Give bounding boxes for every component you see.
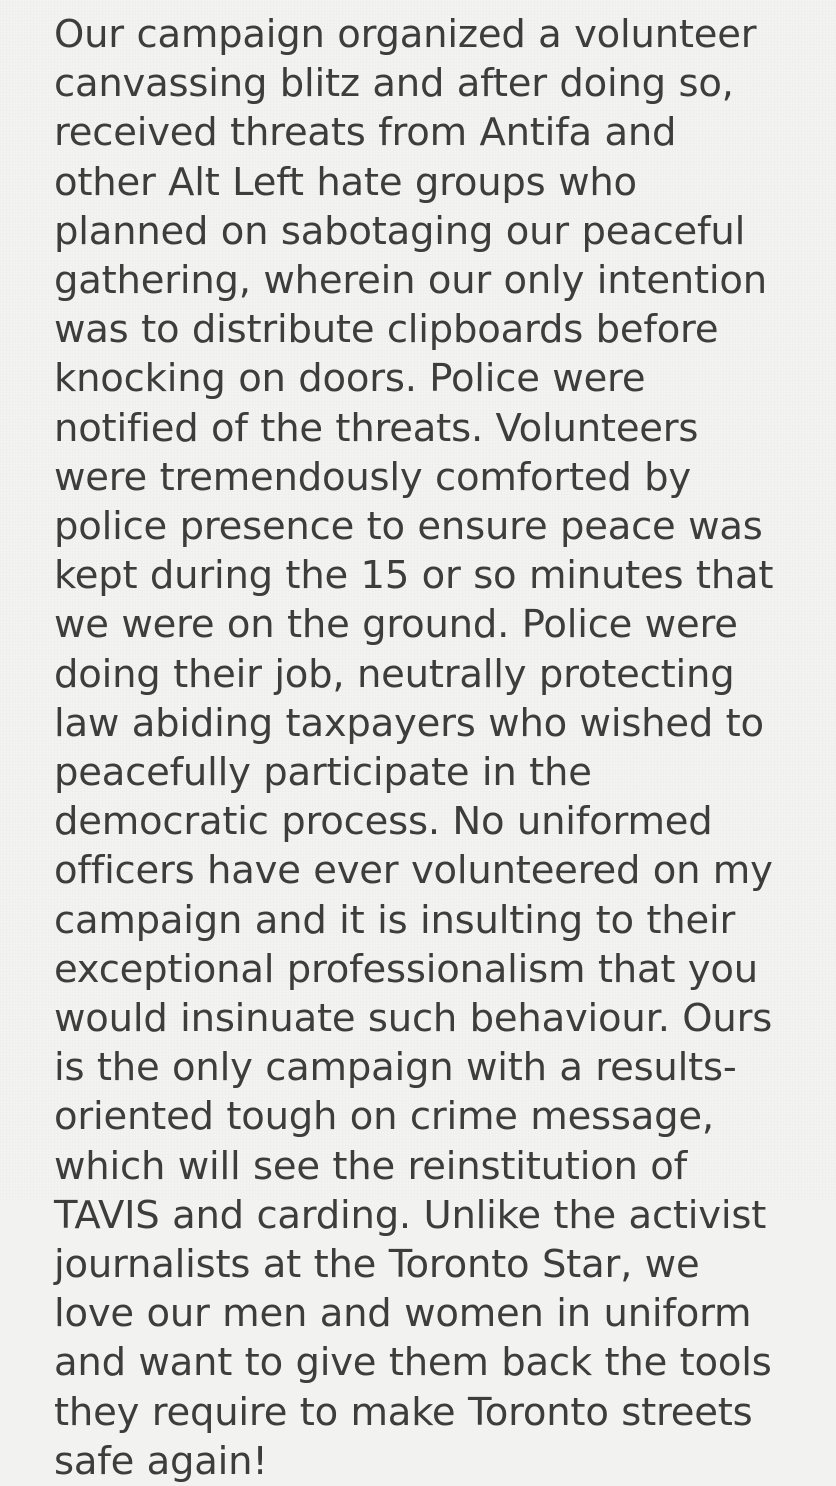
statement-body-text: Our campaign organized a volunteer canvassing blitz and after doing so, received threats from Antifa and other Alt Left hate groups who planned on sabotaging our peaceful gathering, wherein our only intention was to distribute clipboards before knocking on doors. Police were notified of the threats. Volunteers were tremendously comforted by police presence to ensure peace was kept during the 15 or so minutes that we were on the ground. Police were doing their job, neutrally protecting law abiding taxpayers who wished to peacefully participate in the democratic process. No uniformed officers have ever volunteered on my campaign and it is insulting to their exceptional professionalism that you would insinuate such behaviour. Ours is the only campaign with a results-oriented tough on crime message, which will see the reinstitution of TAVIS and carding. Unlike the activist journalists at the Toronto Star, we love our men and women in uniform and want to give them back the tools they require to make Toronto streets safe again! bbox=[54, 12, 786, 1484]
